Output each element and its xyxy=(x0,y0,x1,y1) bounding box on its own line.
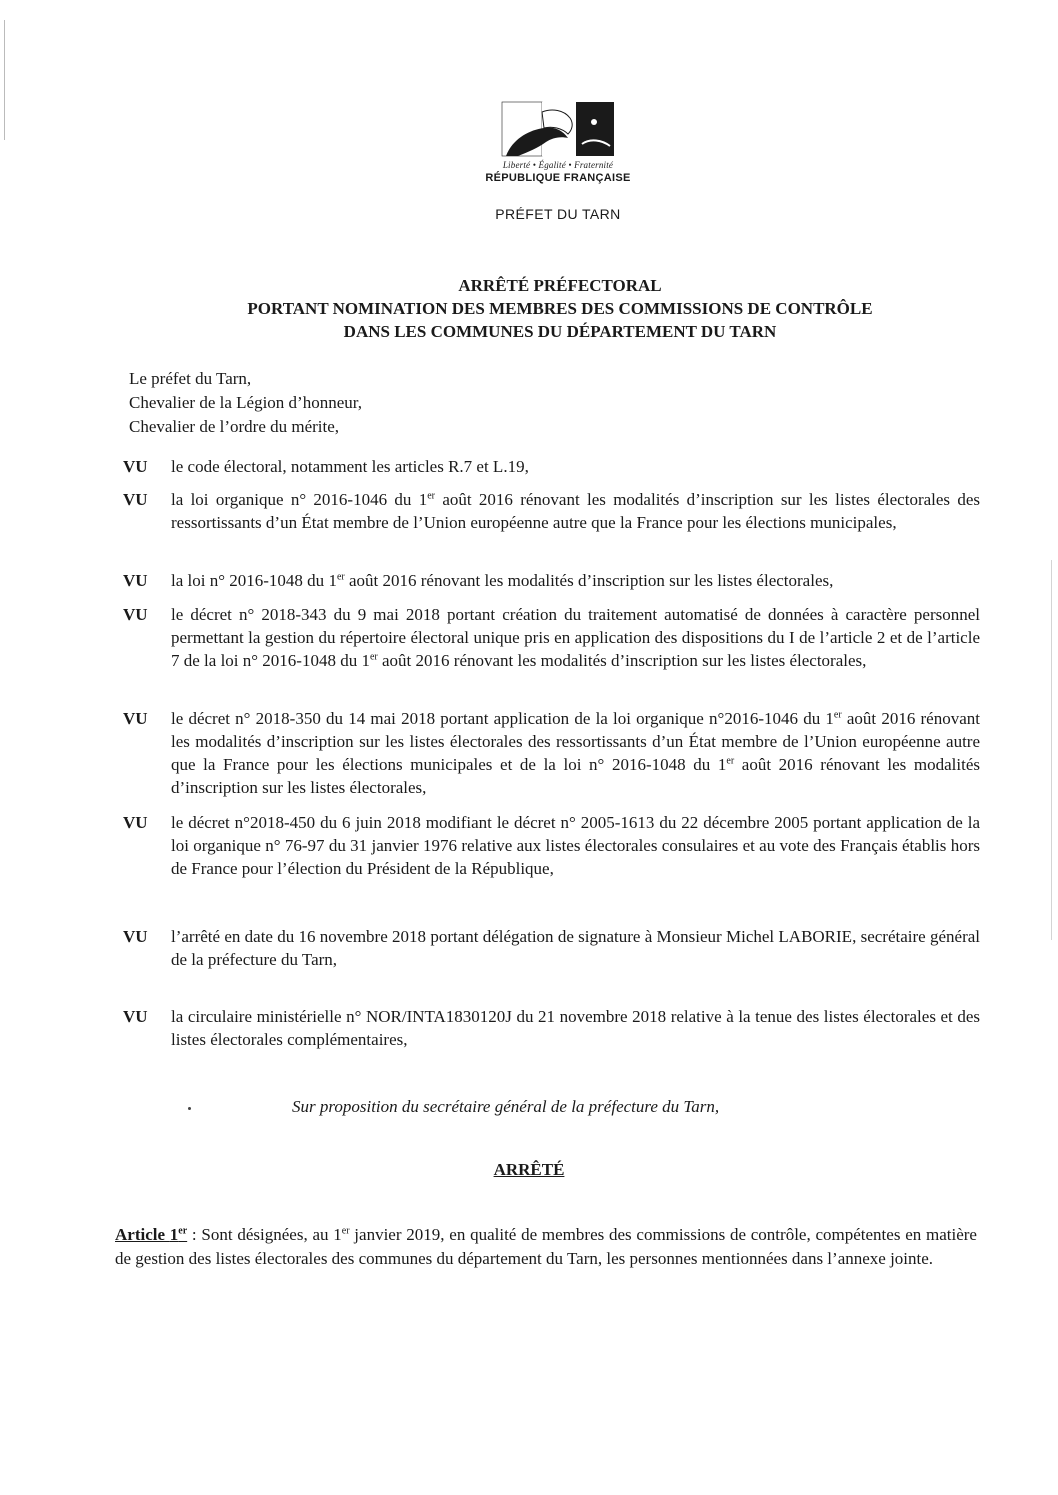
vu-clause xyxy=(123,488,980,534)
signatory-intro xyxy=(129,367,362,439)
vu-label: VU xyxy=(123,709,148,728)
title-line-3: DANS LES COMMUNES DU DÉPARTEMENT DU TARN xyxy=(343,322,777,341)
intro-line-1: Le préfet du Tarn, xyxy=(129,369,252,388)
vu-text: le décret n° 2018-343 du 9 mai 2018 portant création du traitement automatisé de données à caractère personnel permettant la gestion du répertoire électoral unique pris en application des dispositions du I de l’article 2 et de l’article 7 de la loi n° 2016-1048 du 1er août 2016 rénovant les modalités d’inscription sur les listes électorales, xyxy=(171,605,980,670)
marianne-emblem-icon xyxy=(498,100,618,158)
vu-clause xyxy=(123,707,980,799)
vu-clause xyxy=(123,455,980,478)
arrete-heading: ARRÊTÉ xyxy=(493,1160,565,1179)
vu-label: VU xyxy=(123,927,148,946)
republic-name: RÉPUBLIQUE FRANÇAISE xyxy=(485,172,631,184)
vu-text: le décret n° 2018-350 du 14 mai 2018 portant application de la loi organique n°2016-1046 du 1er août 2016 rénovant les modalités d’inscription sur les listes électorales des ressortissants d’un État membre de l’Union européenne autre que la France pour les élections municipales et de la loi n° 2016-1048 du 1er août 2016 rénovant les modalités d’inscription sur les listes électorales, xyxy=(171,709,980,797)
scan-speck xyxy=(188,1107,191,1110)
vu-clause xyxy=(123,925,980,971)
intro-line-2: Chevalier de la Légion d’honneur, xyxy=(129,393,362,412)
vu-text: l’arrêté en date du 16 novembre 2018 portant délégation de signature à Monsieur Michel LABORIE, secrétaire général de la préfecture du Tarn, xyxy=(171,927,980,969)
article-1-label: Article 1er xyxy=(115,1225,188,1244)
republic-logo xyxy=(478,100,638,185)
scan-artifact xyxy=(1051,560,1052,940)
vu-label: VU xyxy=(123,571,148,590)
vu-label: VU xyxy=(123,813,148,832)
vu-text: le décret n°2018-450 du 6 juin 2018 modifiant le décret n° 2005-1613 du 22 décembre 2005 portant application de la loi organique n° 76-97 du 31 janvier 1976 relative aux listes électorales consulaires et au vote des Français établis hors de France pour l’élection du Président de la République, xyxy=(171,813,980,878)
vu-text: la loi organique n° 2016-1046 du 1er août 2016 rénovant les modalités d’inscription sur les listes électorales des ressortissants d’un État membre de l’Union européenne autre que la France pour les élections municipales, xyxy=(171,490,981,532)
scan-artifact xyxy=(4,20,5,140)
vu-clause xyxy=(123,569,980,592)
vu-text: le code électoral, notamment les articles R.7 et L.19, xyxy=(171,457,529,476)
title-line-2: PORTANT NOMINATION DES MEMBRES DES COMMISSIONS DE CONTRÔLE xyxy=(247,299,873,318)
vu-clause xyxy=(123,603,980,672)
vu-label: VU xyxy=(123,490,148,509)
title-line-1: ARRÊTÉ PRÉFECTORAL xyxy=(458,276,662,295)
intro-line-3: Chevalier de l’ordre du mérite, xyxy=(129,417,340,436)
vu-clause xyxy=(123,811,980,880)
vu-label: VU xyxy=(123,1007,148,1026)
article-1-text: : Sont désignées, au 1er janvier 2019, en qualité de membres des commissions de contrôle, compétentes en matière de gestion des listes électorales des communes du département du Tarn, les personnes mentionnées dans l’annexe jointe. xyxy=(115,1225,977,1268)
proposition-line: Sur proposition du secrétaire général de la préfecture du Tarn, xyxy=(292,1097,720,1116)
document-title xyxy=(110,274,1010,343)
article-1 xyxy=(115,1223,977,1271)
republic-motto: Liberté • Égalité • Fraternité xyxy=(502,160,614,170)
vu-text: la loi n° 2016-1048 du 1er août 2016 rénovant les modalités d’inscription sur les listes électorales, xyxy=(171,571,834,590)
vu-text: la circulaire ministérielle n° NOR/INTA1830120J du 21 novembre 2018 relative à la tenue des listes électorales et des listes électorales complémentaires, xyxy=(171,1007,980,1049)
vu-label: VU xyxy=(123,605,148,624)
vu-clause xyxy=(123,1005,980,1051)
vu-label: VU xyxy=(123,457,148,476)
prefet-heading: PRÉFET DU TARN xyxy=(495,206,621,222)
